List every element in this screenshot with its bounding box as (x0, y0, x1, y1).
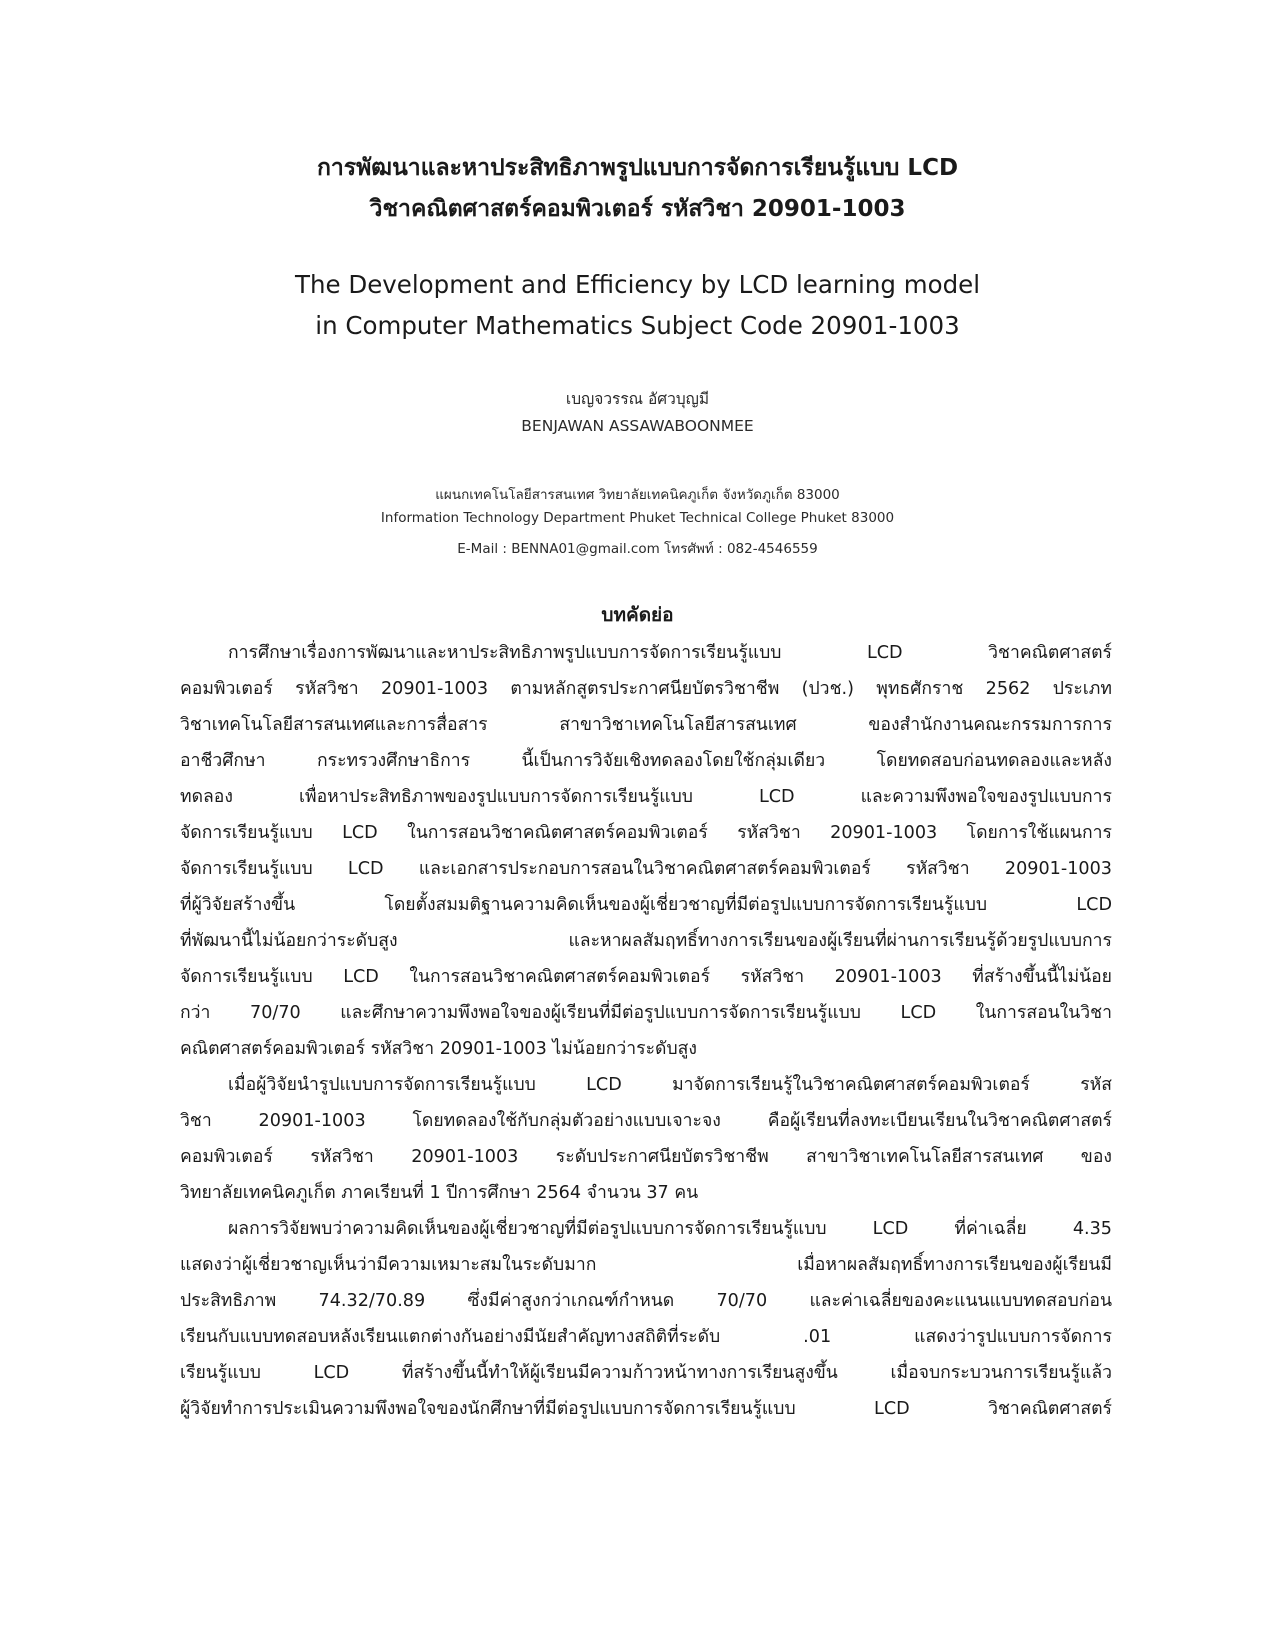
abstract-line: ที่พัฒนานี้ไม่น้อยกว่าระดับสูง และหาผลสัมฤทธิ์ทางการเรียนของผู้เรียนที่ผ่านการเรียนรู้ด้วยรูปแบบการ (180, 931, 1112, 951)
abstract-line: ที่ผู้วิจัยสร้างขึ้น โดยตั้งสมมติฐานความคิดเห็นของผู้เชี่ยวชาญที่มีต่อรูปแบบการจัดการเรียนรู้แบบ LCD (180, 895, 1112, 915)
author-name-thai: เบญจวรรณ อัศวบุญมี (565, 390, 710, 408)
abstract-line: แสดงว่าผู้เชี่ยวชาญเห็นว่ามีความเหมาะสมในระดับมาก เมื่อหาผลสัมฤทธิ์ทางการเรียนของผู้เรียนมี (180, 1255, 1112, 1275)
abstract-line: เมื่อผู้วิจัยนำรูปแบบการจัดการเรียนรู้แบบ LCD มาจัดการเรียนรู้ในวิชาคณิตศาสตร์คอมพิวเตอร์ รหัส (228, 1075, 1112, 1095)
abstract-heading: บทคัดย่อ (601, 604, 674, 626)
abstract-line: คณิตศาสตร์คอมพิวเตอร์ รหัสวิชา 20901-1003 ไม่น้อยกว่าระดับสูง (180, 1039, 697, 1059)
contact-info: E-Mail : BENNA01@gmail.com โทรศัพท์ : 082-4546559 (457, 541, 818, 557)
abstract-line: เรียนกับแบบทดสอบหลังเรียนแตกต่างกันอย่างมีนัยสำคัญทางสถิติที่ระดับ .01 แสดงว่ารูปแบบการจัดการ (180, 1327, 1112, 1347)
abstract-line: ทดลอง เพื่อหาประสิทธิภาพของรูปแบบการจัดการเรียนรู้แบบ LCD และความพึงพอใจของรูปแบบการ (180, 787, 1112, 807)
english-title-line-1: The Development and Efficiency by LCD learning model (294, 270, 981, 299)
abstract-line: จัดการเรียนรู้แบบ LCD ในการสอนวิชาคณิตศาสตร์คอมพิวเตอร์ รหัสวิชา 20901-1003 โดยการใช้แผนการ (180, 823, 1112, 843)
abstract-line: วิทยาลัยเทคนิคภูเก็ต ภาคเรียนที่ 1 ปีการศึกษา 2564 จำนวน 37 คน (180, 1183, 699, 1203)
thai-title-line-1: การพัฒนาและหาประสิทธิภาพรูปแบบการจัดการเรียนรู้แบบ LCD (316, 155, 959, 181)
abstract-line: จัดการเรียนรู้แบบ LCD ในการสอนวิชาคณิตศาสตร์คอมพิวเตอร์ รหัสวิชา 20901-1003 ที่สร้างขึ้นนี้ไม่น้อย (180, 967, 1112, 987)
abstract-line: เรียนรู้แบบ LCD ที่สร้างขึ้นนี้ทำให้ผู้เรียนมีความก้าวหน้าทางการเรียนสูงขึ้น เมื่อจบกระบวนการเรียนรู้แล้ว (180, 1363, 1112, 1383)
abstract-line: คอมพิวเตอร์ รหัสวิชา 20901-1003 ระดับประกาศนียบัตรวิชาชีพ สาขาวิชาเทคโนโลยีสารสนเทศ ของ (180, 1147, 1112, 1167)
abstract-line: ผลการวิจัยพบว่าความคิดเห็นของผู้เชี่ยวชาญที่มีต่อรูปแบบการจัดการเรียนรู้แบบ LCD ที่ค่าเฉลี่ย 4.35 (228, 1219, 1112, 1239)
affiliation-english: Information Technology Department Phuket Technical College Phuket 83000 (380, 510, 895, 526)
abstract-line: คอมพิวเตอร์ รหัสวิชา 20901-1003 ตามหลักสูตรประกาศนียบัตรวิชาชีพ (ปวช.) พุทธศักราช 2562 ประเภท (180, 679, 1112, 699)
abstract-line: การศึกษาเรื่องการพัฒนาและหาประสิทธิภาพรูปแบบการจัดการเรียนรู้แบบ LCD วิชาคณิตศาสตร์ (228, 643, 1112, 663)
abstract-line: ประสิทธิภาพ 74.32/70.89 ซึ่งมีค่าสูงกว่าเกณฑ์กำหนด 70/70 และค่าเฉลี่ยของคะแนนแบบทดสอบก่อน (180, 1291, 1112, 1311)
english-title-line-2: in Computer Mathematics Subject Code 20901-1003 (315, 311, 960, 340)
abstract-line: วิชาเทคโนโลยีสารสนเทศและการสื่อสาร สาขาวิชาเทคโนโลยีสารสนเทศ ของสำนักงานคณะกรรมการการ (180, 715, 1112, 735)
abstract-line: วิชา 20901-1003 โดยทดลองใช้กับกลุ่มตัวอย่างแบบเจาะจง คือผู้เรียนที่ลงทะเบียนเรียนในวิชาคณิตศาสตร์ (180, 1111, 1112, 1131)
abstract-line: จัดการเรียนรู้แบบ LCD และเอกสารประกอบการสอนในวิชาคณิตศาสตร์คอมพิวเตอร์ รหัสวิชา 20901-1003 (180, 859, 1112, 879)
abstract-line: ผู้วิจัยทำการประเมินความพึงพอใจของนักศึกษาที่มีต่อรูปแบบการจัดการเรียนรู้แบบ LCD วิชาคณิตศาสตร์ (180, 1399, 1112, 1419)
author-name-english: BENJAWAN ASSAWABOONMEE (521, 417, 754, 435)
abstract-line: กว่า 70/70 และศึกษาความพึงพอใจของผู้เรียนที่มีต่อรูปแบบการจัดการเรียนรู้แบบ LCD ในการสอนในวิชา (180, 1003, 1112, 1023)
thai-title-line-2: วิชาคณิตศาสตร์คอมพิวเตอร์ รหัสวิชา 20901-1003 (369, 196, 906, 222)
affiliation-thai: แผนกเทคโนโลยีสารสนเทศ วิทยาลัยเทคนิคภูเก็ต จังหวัดภูเก็ต 83000 (435, 487, 840, 503)
abstract-line: อาชีวศึกษา กระทรวงศึกษาธิการ นี้เป็นการวิจัยเชิงทดลองโดยใช้กลุ่มเดียว โดยทดสอบก่อนทดลองและหลัง (180, 751, 1112, 771)
